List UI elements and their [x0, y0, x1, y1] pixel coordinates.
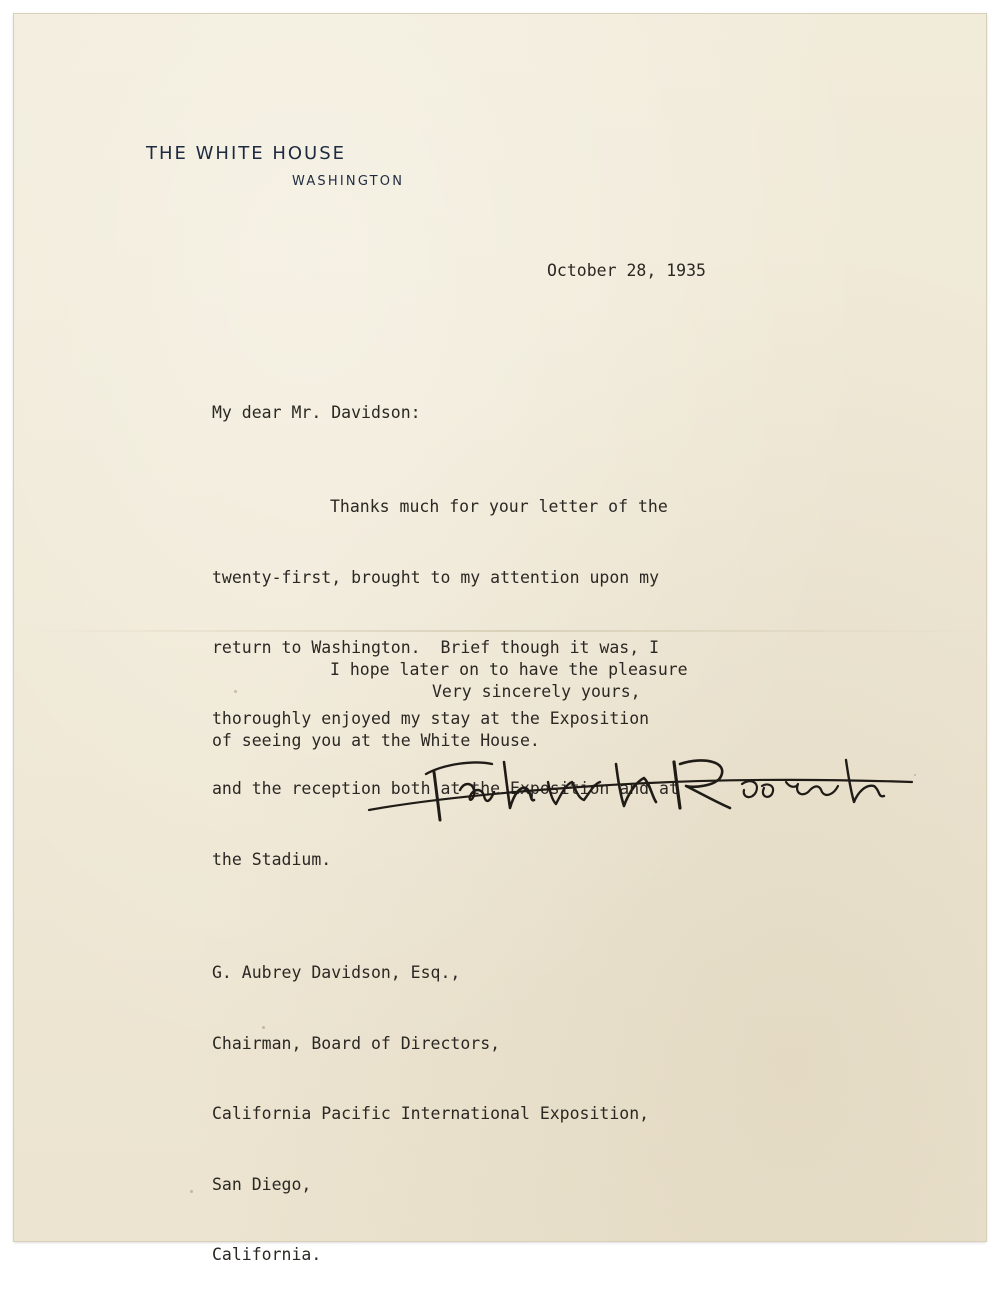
paper-speck: [262, 1026, 265, 1029]
paper-speck: [234, 690, 237, 693]
address-line: Chairman, Board of Directors,: [212, 1033, 501, 1053]
paragraph-line: I hope later on to have the pleasure: [330, 660, 688, 679]
address-line: California.: [212, 1245, 322, 1264]
letterhead-title: THE WHITE HOUSE: [146, 143, 347, 164]
letter-sheet: [14, 14, 986, 1264]
letterhead-city: WASHINGTON: [292, 174, 405, 189]
paragraph-line: of seeing you at the White House.: [212, 730, 540, 750]
paper-speck: [914, 774, 916, 776]
address-line: G. Aubrey Davidson, Esq.,: [212, 963, 461, 982]
recipient-address: [212, 914, 649, 1314]
paragraph-line: return to Washington. Brief though it was, I: [212, 638, 660, 657]
handwritten-signature: [364, 742, 924, 832]
paper-speck: [190, 1190, 193, 1193]
letter-salutation: My dear Mr. Davidson:: [212, 403, 421, 422]
letter-closing: Very sincerely yours,: [432, 682, 641, 701]
paragraph-line: twenty-first, brought to my attention upon my: [212, 567, 660, 587]
paragraph-line: and the reception both at the Exposition and at: [212, 779, 679, 798]
paragraph-line: thoroughly enjoyed my stay at the Exposition: [212, 708, 650, 728]
paragraph-line: Thanks much for your letter of the: [330, 497, 668, 516]
paragraph-line: the Stadium.: [212, 849, 332, 869]
address-line: California Pacific International Exposition,: [212, 1104, 650, 1123]
letter-date: October 28, 1935: [547, 261, 706, 280]
address-line: San Diego,: [212, 1174, 312, 1194]
